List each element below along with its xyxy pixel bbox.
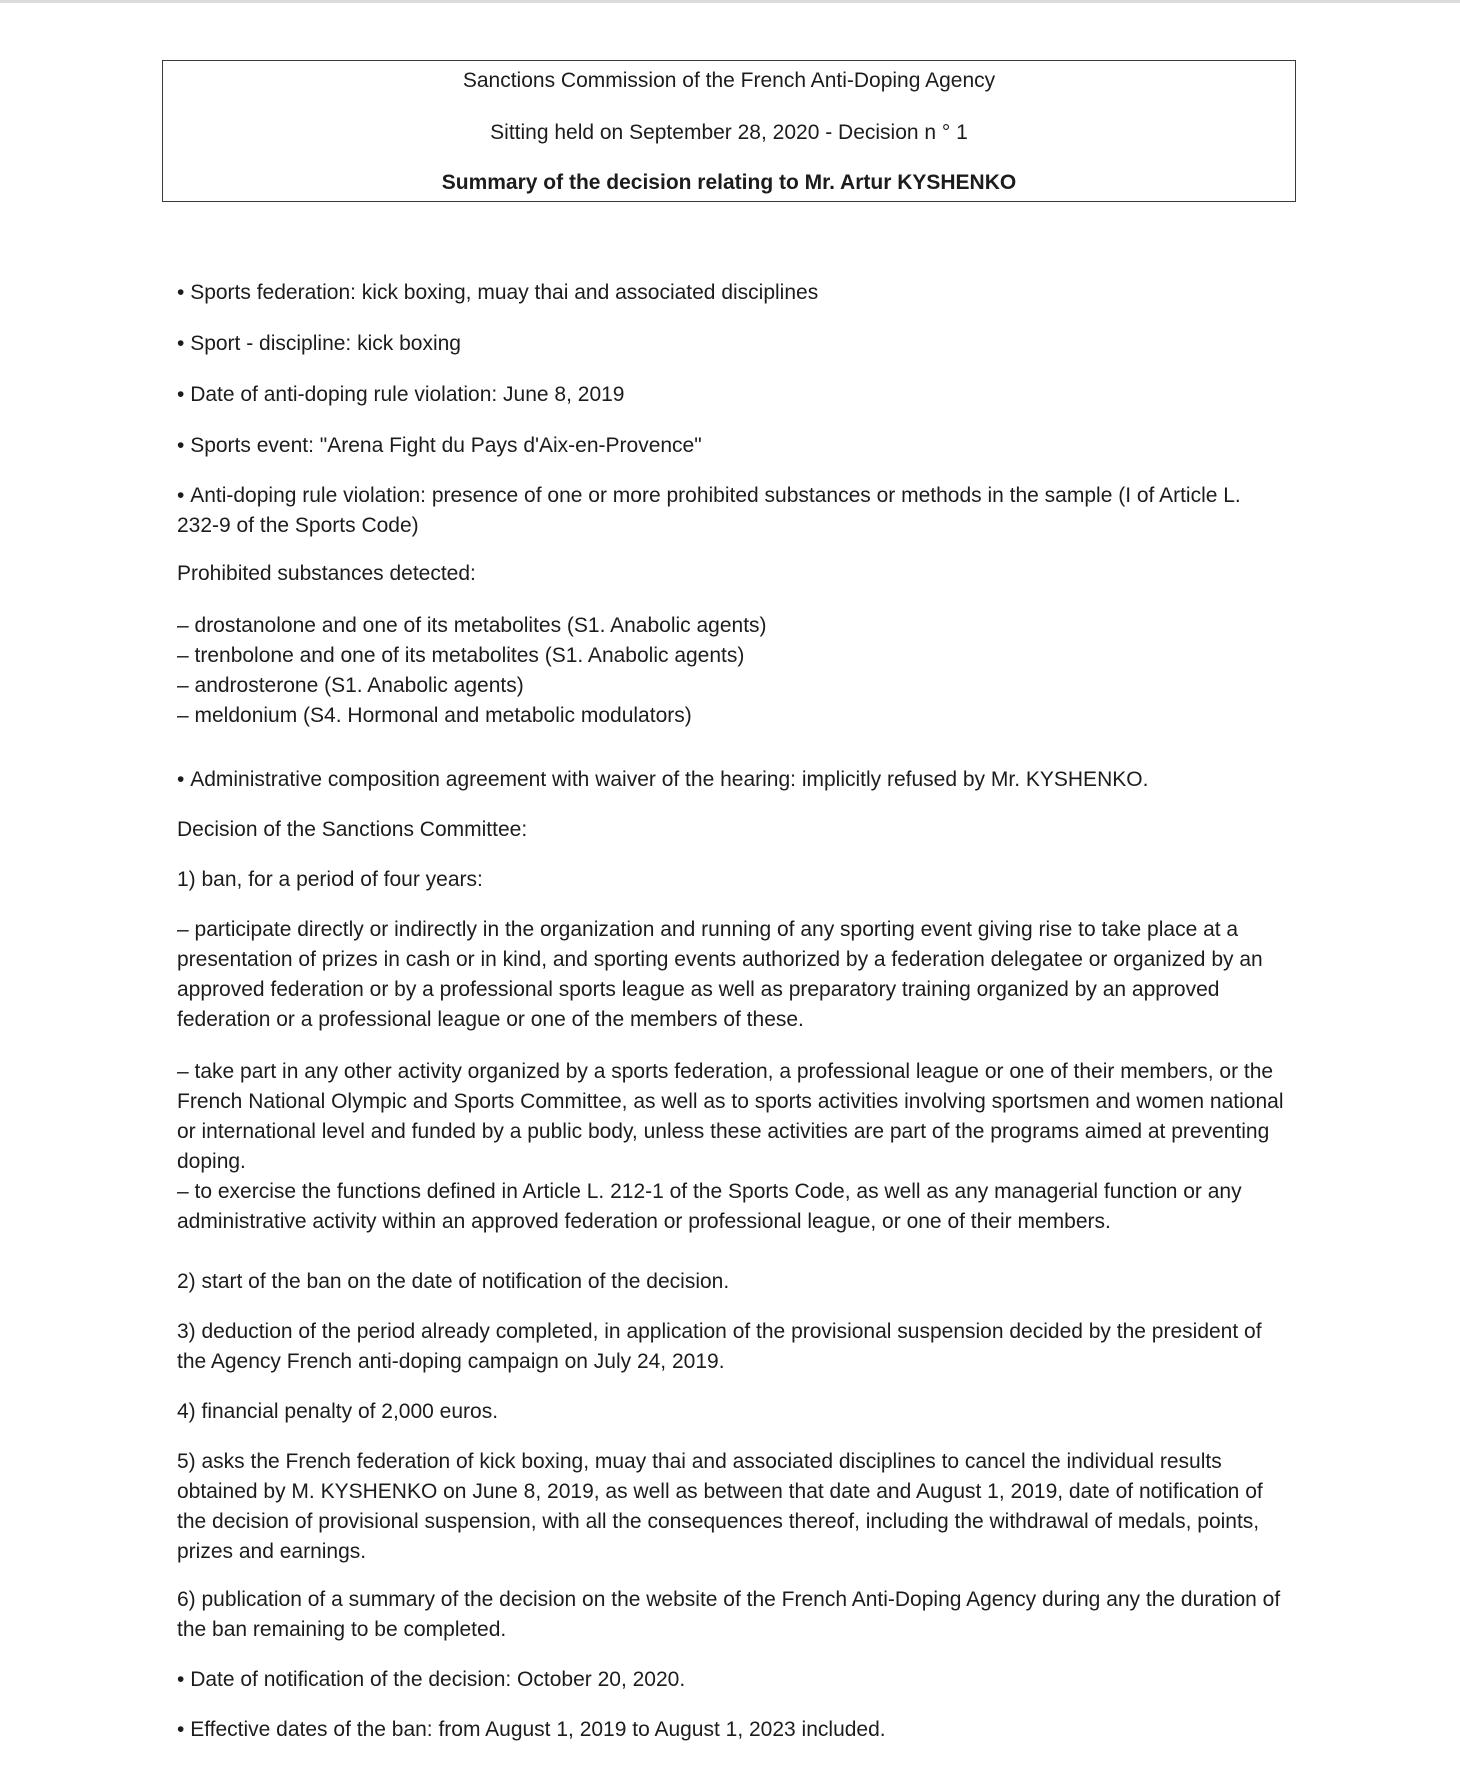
- substance-item: – drostanolone and one of its metabolites (S1. Anabolic agents): [177, 614, 767, 637]
- substance-item: – androsterone (S1. Anabolic agents): [177, 674, 524, 697]
- sitting-date: Sitting held on September 28, 2020 - Decision n ° 1: [490, 121, 968, 144]
- effective-dates-line: • Effective dates of the ban: from August 1, 2019 to August 1, 2023 included.: [177, 1715, 1297, 1745]
- top-rule: [0, 0, 1460, 3]
- ban-item-2: 2) start of the ban on the date of notification of the decision.: [177, 1270, 730, 1293]
- header-box: [162, 60, 1296, 202]
- violation-line: • Anti-doping rule violation: presence of one or more prohibited substances or methods in the sample (I of Article L. 232-9 of the Sports Code): [177, 481, 1257, 541]
- federation-line: • Sports federation: kick boxing, muay thai and associated disciplines: [177, 278, 1297, 308]
- discipline-line: • Sport - discipline: kick boxing: [177, 329, 1297, 359]
- substances-heading: Prohibited substances detected:: [177, 562, 476, 585]
- substance-item: – meldonium (S4. Hormonal and metabolic modulators): [177, 704, 692, 727]
- ban-item-1: 1) ban, for a period of four years:: [177, 868, 483, 891]
- composition-line: • Administrative composition agreement with waiver of the hearing: implicitly refused by Mr. KYSHENKO.: [177, 765, 1297, 795]
- ban-item-1c: – to exercise the functions defined in Article L. 212-1 of the Sports Code, as well as any managerial function or any administrative activity within an approved federation or professional league, or one of their members.: [177, 1180, 1242, 1233]
- decision-heading: Decision of the Sanctions Committee:: [177, 818, 528, 841]
- ban-item-3: 3) deduction of the period already completed, in application of the provisional suspension decided by the president of the Agency French anti-doping campaign on July 24, 2019.: [177, 1320, 1262, 1373]
- event-line: • Sports event: "Arena Fight du Pays d'Aix-en-Provence": [177, 431, 1297, 461]
- ban-item-1b: – take part in any other activity organized by a sports federation, a professional league or one of their members, or the French National Olympic and Sports Committee, as well as to sports activities involving sportsmen and women national or international level and funded by a public body, unless these activities are part of the programs aimed at preventing doping.: [177, 1060, 1284, 1173]
- substances-list: [177, 611, 1297, 731]
- ban-item-1a: – participate directly or indirectly in the organization and running of any sporting event giving rise to take place at a presentation of prizes in cash or in kind, and sporting events authorized by a federation delegatee or organized by an approved federation or by a professional sports league as well as preparatory training organized by an approved federation or a professional league or one of the members of these.: [177, 918, 1263, 1031]
- ban-item-5: 5) asks the French federation of kick boxing, muay thai and associated disciplines to cancel the individual results obtained by M. KYSHENKO on June 8, 2019, as well as between that date and August 1, 2019, date of notification of the decision of provisional suspension, with all the consequences thereof, including the withdrawal of medals, points, prizes and earnings.: [177, 1450, 1263, 1563]
- notification-date-line: • Date of notification of the decision: October 20, 2020.: [177, 1665, 1297, 1695]
- ban-item-6: 6) publication of a summary of the decision on the website of the French Anti-Doping Agency during any the duration of the ban remaining to be completed.: [177, 1588, 1281, 1641]
- violation-date-line: • Date of anti-doping rule violation: June 8, 2019: [177, 380, 1297, 410]
- commission-title: Sanctions Commission of the French Anti-Doping Agency: [462, 69, 996, 92]
- substance-item: – trenbolone and one of its metabolites (S1. Anabolic agents): [177, 644, 745, 667]
- ban-item-4: 4) financial penalty of 2,000 euros.: [177, 1400, 499, 1423]
- decision-summary-title: Summary of the decision relating to Mr. Artur KYSHENKO: [441, 171, 1017, 194]
